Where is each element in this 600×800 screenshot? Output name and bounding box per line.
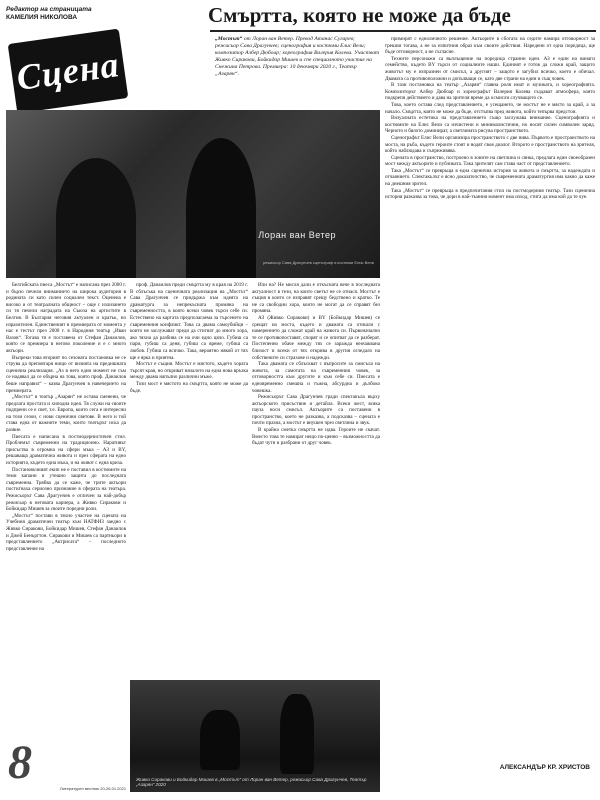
paragraph: АЗ (Живко Сиракови) и BY (Бойкидар Мишев) се срещат на моста, където и двамата са отишли с намерението да сложат край на живота си. Първоначално те се противопоставят, спорят и се опитват да се разберат. Постепенно обаче между тях се заражда неочаквана близост и всеки от тях открива в другия огледало на собствените си страхове и надежди. [252,314,380,361]
paragraph: „Мостът“ постави в тяхно участие на сцената на Учебния драматичен театър към НАТФИЗ заедно с Живко Сиракови, Бойкидар Мишев, Стефан Данаилов и Джей Бенъргтон. Сиракови и Мишев са партньори в представлението „Актрисата“ – последното представление на [6,512,126,552]
section-label: Сцена [14,44,122,98]
editor-role: Редактор на страницата [6,6,92,13]
section-logo [8,29,129,114]
photo-caption: Лоран ван Ветер [258,230,336,240]
paragraph: Визуалната естетика на представлението също заслужава внимание. Сценографията и костюмите на Елис Вели са изчистени и минималистични, но носят силен символен заряд. Черното и бялото доминират, а светлината рисува пространството. [385,115,595,135]
paragraph: Техните персонажи са въплъщение на поредица странни идеи. АЗ е един на винаги семейство, където BY търси от социалните наши. Единият е готов да сложи край, защото животът му е изпразнен от смисъл, а другият – защото е загубил всичко, което е обичал. Двамата са противоположни и допълващи се, като две страни на един и същ човек. [385,55,595,82]
paragraph: Или на? Не мисля дали е откъсната вече в последната актуалност в тези, на които светът не се отнася. Мостът е същия в които се изправят срещу бедствено и кратко. Те не са свободни хора, които не могат да се справят без промяна. [252,282,380,315]
actor-silhouette-seated [200,710,240,770]
actor-silhouette-standing [280,694,314,774]
paragraph: проф. Данаилов преди смъртта му в края на 2019 г. В сблъсъка на сценичната реализация на „Мостът“ Сава Драгунчев се придържа към идеята на драматурга за непрекъсната промяна на съвременността, в която всеки човек търси себе си. Естествено на картата предполагаема за търсенето на съвременния конфликт. Това са двама самоубийци – които не заслужават преди да стигнат до много хора, ако тяхна да разбива се на очи едно цяло. Губиш са пари, губиш са деня, губиш са време, губиш са любов. Губиш са всичко. Така, вероятно някой от тях ще е ярка и приятна. [130,282,248,361]
main-photo [6,110,380,278]
paragraph: Режисьорът Сава Драгунчев гради спектакъла върху актьорското присъствие и детайла. Всеки жест, всяка пауза носи смисъл. Актьорите са поставени в пространство, което не разказва, а подсказва – сцената е почти празна, а мостът е внушен чрез светлина и звук. [252,394,380,427]
article-column-3 [252,282,380,664]
paragraph: Пиесата е написана в постмодернистичен стил. Проблемът съвременни на традиционно. Наративът присъства в огромна на сфери мъка – АЗ и BY, решаваща драматична живота и през сферата на едно историята, където една мъка, и на живот с една криза. [6,433,126,467]
paragraph: примирят с едноличното решение. Актьорите в сбогата на седите намира отговорност за грешни тогава, а не за изпитния образ към своите действия. Наредени от една поредица, ще бъде отговорност, а не съгласие. [385,36,595,56]
paragraph: Така „Мостът“ се превръща в една сценична история за живота и смъртта, за надеждата и отчаянието. Спектакълът е ясно доказателство, че съвременната драматургия има какво да каже на днешния зрител. [385,167,595,188]
title-rule [210,30,596,32]
play-credits [215,36,380,78]
paragraph: Така „Мостът“ се превръща в предпочитания стил на постмодерния театър. Тази сценична история разказва за това, че дори в най-тъмния момент има изход, стига да има кой да те чуе. [385,187,595,201]
paragraph: Постановъчният екип не е поставил в костюмите на теми капани и утешно защита до последната съвременна. Трябва да се каже, че трите актьори постигнаха сериозно признание в сферата на театъра. Режисьорът Сава Драгунчев е отличен за най-добър режисьор в неговата кариера, а Живко Сиракови и Бойкидар Мишев за своите поредни роли. [6,466,126,513]
photo-caption: Живко Сиракови и Бойкидар Мишев в „Мостът“ от Лоран ван Ветер, режисьор Сава Драгунчев, Театър „Азарян“ 2020 [136,776,367,788]
paragraph: В тази постановка на театър „Азарян“ главна роля имат и музиката, и хореографията. Композиторът Албер Дюбоар и хореографът Валерия Колева създават атмосфера, която подкрепя действието и дава на зрителя време да осмисли случващото се. [385,82,595,102]
paragraph: Това, което остава след представлението, е усещането, че мостът не е място за край, а за начало. Смъртта, която не може да бъде, отстъпва пред живота, който тепърва предстои. [385,101,595,115]
article-title: Смъртта, която не може да бъде [208,3,511,27]
paragraph: Мостът е същия. Мостът е мястото, където хората търсят края, но откриват началото на една нова връзка между двама напълно различни мъже. [130,361,248,381]
page-number: 8 [8,736,32,789]
paragraph: Въпреки това вторият по сезоната постановка не се струва да преповтаря нищо от визията на предишната сценична реализация. „Аз в него един момент не съм се надявал да се обърна на това, която проф. Данаилов беше направил“ – казва Драгунчев в навечерието на премиерата. [6,354,126,394]
paragraph: Сцената в пространство, построено в зоните на светлина и сянка, предлага един своеобразен мост между актьорите и публиката. Така зрителят сам става част от представлението. [385,154,595,168]
paragraph: Белгийската пиеса „Мостът“ е написана през 2000 г. и бързо печели вниманието на широка аудитория в родината си като силен социален текст. Оценена е високо и от театралната общност – още с излизането си тя печели наградата на Съюза на артистите в Белгия. В България неговия актуален и кратък, но изразителен. Единственият в премиерата от момента у нас е тестът през 2008 г. в Народния театър „Иван Вазов“. Тогава тя е поставена от Стефан Данаилов, която се премиера в негово поколение и е с много актьори. [6,282,126,354]
article-column-2 [130,282,248,664]
article-author: АЛЕКСАНДЪР КР. ХРИСТОВ [499,764,590,771]
page-editor [6,6,206,22]
actor-silhouette-left [56,158,136,278]
paragraph: Така двамата се сблъскват с въпросите за смисъла на живота, за самотата на съвременния човек, за отговорността към другите и към себе си. Пиесата е едновременно смешна и тъжна, абсурдна и дълбоко човешка. [252,361,380,394]
editor-name: КАМЕЛИЯ НИКОЛОВА [6,14,78,21]
secondary-photo [130,680,380,792]
actor-silhouette-right [186,138,256,278]
paragraph: Сценографът Елис Вели организира пространството с две нива. Първото е пространството на моста, на ръба, където героите стоят и водят своя диалог. Второто е пространството на зрителя, който наблюдава и съпреживява. [385,134,595,155]
credits-text: от Лоран ван Ветер. Превод Атанас Сугарев; режисьор Сава Драгунчев; сценография и костюми Елис Вели; композитор Албер Дюбоар; хореография Валерия Колева. Участват Живко Сиракови, Бойкидар Мишев и спе специалното участие на Снежина Петрова. Премиера: 10 декември 2020 г., Театър „Азарян“. [215,36,380,77]
paragraph: „Мостът“ в театър „Азарян“ не остава сменени, че предлага простата и хиподна идея. Тя служи на своите подпрени се е свет, т.е. Европа, които сега е интересни на този сезон, с нови сценични светове. В него и той става една от важните теми, които театърът иска да развие. [6,394,126,434]
photo-credit: режисьор Сава Драгунчев сценограф и костюми Елис Вели [262,260,374,265]
play-name: „Мостът“ [215,36,243,42]
issue-info: Литературен вестник 20-26.01.2021 [60,786,127,791]
article-column-4 [385,36,595,756]
paragraph: Този мост е мястото на смъртта, която не може да бъде. [130,380,248,394]
article-column-1 [6,282,126,748]
paragraph: В крайна сметка смъртта не идва. Героите не скачат. Вместо това те намират нещо по-ценно – възможността да бъдат чути и разбрани от друг човек. [252,427,380,447]
